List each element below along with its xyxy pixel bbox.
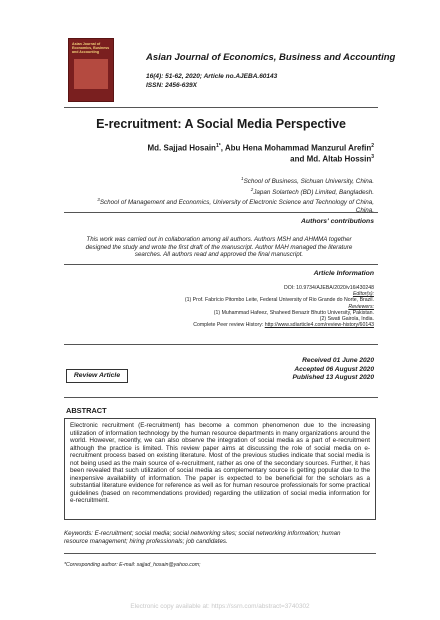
affiliation-3-cont: China. bbox=[355, 207, 374, 215]
affiliation-1: $^1$School of Business, Sichuan University, China. bbox=[241, 176, 374, 186]
affiliation-3: $^3$School of Management and Economics, University of Electronic Science and Technology of China, bbox=[97, 197, 374, 207]
publication-dates bbox=[232, 357, 374, 383]
reviewers-label: Reviewers: bbox=[348, 303, 374, 310]
keywords: Keywords: E-recruitment; social media; social networking sites; social networking information; human resource management; hiring professionals; job candidates. bbox=[64, 530, 341, 545]
received-date: Received 01 June 2020 bbox=[302, 357, 374, 364]
rule-contributions bbox=[64, 212, 378, 213]
editor: (1) Prof. Fabrício Pitombo Leite, Federal University of Rio Grande do Norte, Brazil. bbox=[184, 297, 374, 304]
article-title: E-recruitment: A Social Media Perspective bbox=[96, 117, 346, 131]
doi: DOI: 10.9734/AJEBA/2020/v16i430248 bbox=[284, 285, 374, 291]
ssrn-note: Electronic copy available at: https://ssrn.com/abstract=3740302 bbox=[130, 603, 310, 610]
authors-line-2: and Md. Altab Hossin$^3$ bbox=[290, 154, 374, 164]
review-history: Complete Peer review History: http://www.sdiarticle4.com/review-history/60143 bbox=[193, 322, 374, 329]
contributions-heading: Authors' contributions bbox=[301, 218, 374, 225]
article-info-heading: Article Information bbox=[313, 270, 374, 277]
journal-name: Asian Journal of Economics, Business and Accounting bbox=[146, 52, 396, 63]
affiliation-2: $^2$Japan Solartech (BD) Limited, Bangladesh. bbox=[250, 186, 374, 196]
rule-info bbox=[64, 264, 378, 265]
journal-citation: 16(4): 51-62, 2020; Article no.AJEBA.60143 bbox=[146, 73, 278, 80]
review-history-link[interactable]: http://www.sdiarticle4.com/review-history/60143 bbox=[264, 322, 374, 329]
header-rule bbox=[64, 107, 378, 108]
editor-label: Editor(s): bbox=[352, 291, 374, 298]
journal-issn: ISSN: 2456-639X bbox=[146, 82, 197, 89]
abstract-heading: ABSTRACT bbox=[66, 406, 107, 415]
contributions-text: This work was carried out in collaboration among all authors. Authors MSH and AHMMA together designed the study and wrote the first draft of the manuscript. Author MAH managed the literature searches. All authors read and approved the final manuscript. bbox=[85, 236, 353, 259]
cover-title: Asian Journal of Economics, Business and Accounting bbox=[72, 42, 110, 55]
affiliations bbox=[64, 175, 374, 215]
reviewer-1: (1) Muhammad Hafeez, Shaheed Benazir Bhutto University, Pakistan. bbox=[213, 309, 374, 316]
abstract-text: Electronic recruitment (E-recruitment) has become a common phenomenon due to the increasing utilization of information technology by the human resource departments in many organizations around the world. However, recently, we can also observe the integration of social media as a part of e-recruitment although the practice is limited. This review paper aims at discussing the role of social media on e-recruitment process based on existing literature. Most of the previous studies indicate that social media is not being used as the main source of e-recruitment, rather as one of the secondary sources. Further, it has been revealed that such utilization of social media as complementary source is getting popular due to the inexpensive availability of information. The paper is expected to be beneficial for the scholars as a substantial literature evidence for reference as well as for human resource professionals for some practical guidelines (based on recommendations provided) regarding the utilization of social media information for e-recruitment. bbox=[64, 418, 376, 520]
cover-graphic bbox=[74, 59, 108, 89]
rule-footnote bbox=[64, 553, 376, 554]
article-info bbox=[64, 285, 374, 328]
article-type-badge: Review Article bbox=[66, 369, 128, 383]
rule-abstract bbox=[64, 397, 378, 398]
published-date: Published 13 August 2020 bbox=[292, 374, 374, 382]
rule-dates bbox=[64, 344, 378, 345]
accepted-date: Accepted 06 August 2020 bbox=[294, 365, 374, 373]
journal-cover-image bbox=[68, 38, 114, 102]
authors-line-1: Md. Sajjad Hosain$^{1*}$, Abu Hena Mohammad Manzurul Arefin$^2$ bbox=[147, 143, 374, 153]
reviewer-2: (2) Swati Gairola, India. bbox=[319, 316, 374, 323]
corresponding-author: *Corresponding author: E-mail: sajjad_hosain@yahoo.com; bbox=[64, 562, 201, 568]
